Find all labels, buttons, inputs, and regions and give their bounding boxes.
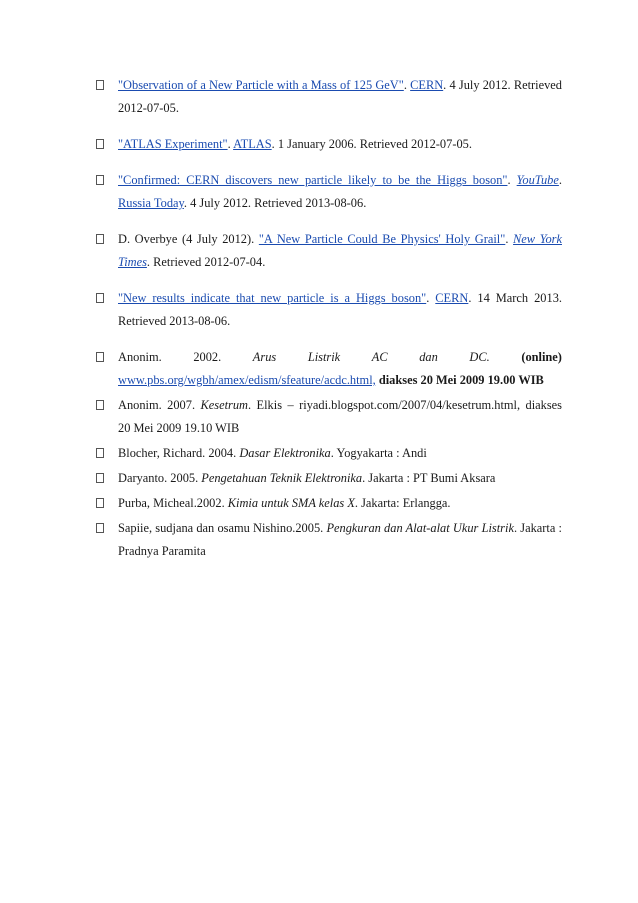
reference-item	[96, 74, 562, 120]
reference-author: Blocher, Richard. 2004.	[118, 446, 240, 460]
reference-title-link[interactable]: "Confirmed: CERN discovers new particle likely to be the Higgs boson"	[118, 173, 508, 187]
url-link[interactable]: www.pbs.org/wgbh/amex/edism/sfeature/acdc.html,	[118, 373, 376, 387]
publisher-link[interactable]: Russia Today	[118, 196, 184, 210]
bullet-icon	[96, 448, 104, 458]
reference-details: . Jakarta : Pradnya Paramita	[118, 521, 562, 558]
reference-author: Purba, Micheal.2002.	[118, 496, 228, 510]
reference-item	[96, 228, 562, 274]
separator: .	[505, 232, 514, 246]
reference-author: Anonim.	[118, 350, 162, 364]
bullet-icon	[96, 352, 104, 362]
separator: .	[558, 173, 562, 187]
reference-details: . 4 July 2012. Retrieved 2012-07-05.	[118, 78, 562, 115]
reference-first-line	[118, 346, 562, 369]
reference-item	[96, 394, 562, 440]
reference-title-link[interactable]: "A New Particle Could Be Physics' Holy Grail"	[258, 232, 506, 246]
reference-details: . Jakarta: Erlangga.	[354, 496, 451, 510]
reference-details: . Elkis – riyadi.blogspot.com/2007/04/kesetrum.html, diakses 20 Mei 2009 19.10 WIB	[118, 398, 562, 435]
reference-title-word: Listrik	[307, 350, 341, 364]
separator: .	[227, 137, 234, 151]
access-date: diakses 20 Mei 2009 19.00 WIB	[375, 373, 544, 387]
bullet-icon	[96, 175, 104, 185]
source-link[interactable]: CERN	[435, 291, 469, 305]
bullet-icon	[96, 400, 104, 410]
reference-year: 2002.	[193, 350, 222, 364]
reference-title-word: DC.	[469, 350, 490, 364]
reference-title-link[interactable]: "ATLAS Experiment"	[118, 137, 228, 151]
reference-author: Sapiie, sudjana dan osamu Nishino.2005.	[118, 521, 327, 535]
bullet-icon	[96, 473, 104, 483]
reference-item	[96, 467, 562, 490]
source-link[interactable]: ATLAS	[233, 137, 272, 151]
reference-title: Pengetahuan Teknik Elektronika	[201, 471, 363, 485]
reference-author: Anonim. 2007.	[118, 398, 201, 412]
reference-second-line	[118, 369, 562, 392]
bullet-icon	[96, 498, 104, 508]
reference-item	[96, 492, 562, 515]
reference-title: Pengkuran dan Alat-alat Ukur Listrik	[326, 521, 514, 535]
reference-title: Kesetrum	[200, 398, 248, 412]
reference-list	[96, 74, 562, 565]
reference-title: Dasar Elektronika	[239, 446, 331, 460]
separator: .	[507, 173, 517, 187]
reference-item	[96, 133, 562, 156]
reference-title-word: AC	[371, 350, 388, 364]
reference-item	[96, 346, 562, 392]
source-link[interactable]: New York Times	[118, 232, 562, 269]
reference-author: D. Overbye (4 July 2012).	[118, 232, 259, 246]
bullet-icon	[96, 293, 104, 303]
reference-details: . 14 March 2013. Retrieved 2013-08-06.	[118, 291, 562, 328]
bullet-icon	[96, 234, 104, 244]
source-link[interactable]: YouTube	[516, 173, 559, 187]
bullet-icon	[96, 80, 104, 90]
reference-item	[96, 169, 562, 215]
separator: .	[403, 78, 411, 92]
reference-author: Daryanto. 2005.	[118, 471, 202, 485]
reference-title-word: dan	[419, 350, 438, 364]
reference-title: Kimia untuk SMA kelas X	[227, 496, 355, 510]
reference-title-link[interactable]: "Observation of a New Particle with a Mass of 125 GeV"	[118, 78, 404, 92]
reference-item	[96, 517, 562, 563]
bullet-icon	[96, 523, 104, 533]
bullet-icon	[96, 139, 104, 149]
reference-details: . Yogyakarta : Andi	[330, 446, 427, 460]
reference-details: . 4 July 2012. Retrieved 2013-08-06.	[183, 196, 367, 210]
reference-title-link[interactable]: "New results indicate that new particle is a Higgs boson"	[118, 291, 427, 305]
separator: .	[426, 291, 436, 305]
reference-details: . 1 January 2006. Retrieved 2012-07-05.	[271, 137, 472, 151]
reference-details: . Jakarta : PT Bumi Aksara	[362, 471, 496, 485]
reference-item	[96, 287, 562, 333]
reference-details: . Retrieved 2012-07-04.	[146, 255, 266, 269]
source-link[interactable]: CERN	[410, 78, 444, 92]
reference-item	[96, 442, 562, 465]
reference-title-word: Arus	[252, 350, 277, 364]
online-label: (online)	[521, 350, 562, 364]
